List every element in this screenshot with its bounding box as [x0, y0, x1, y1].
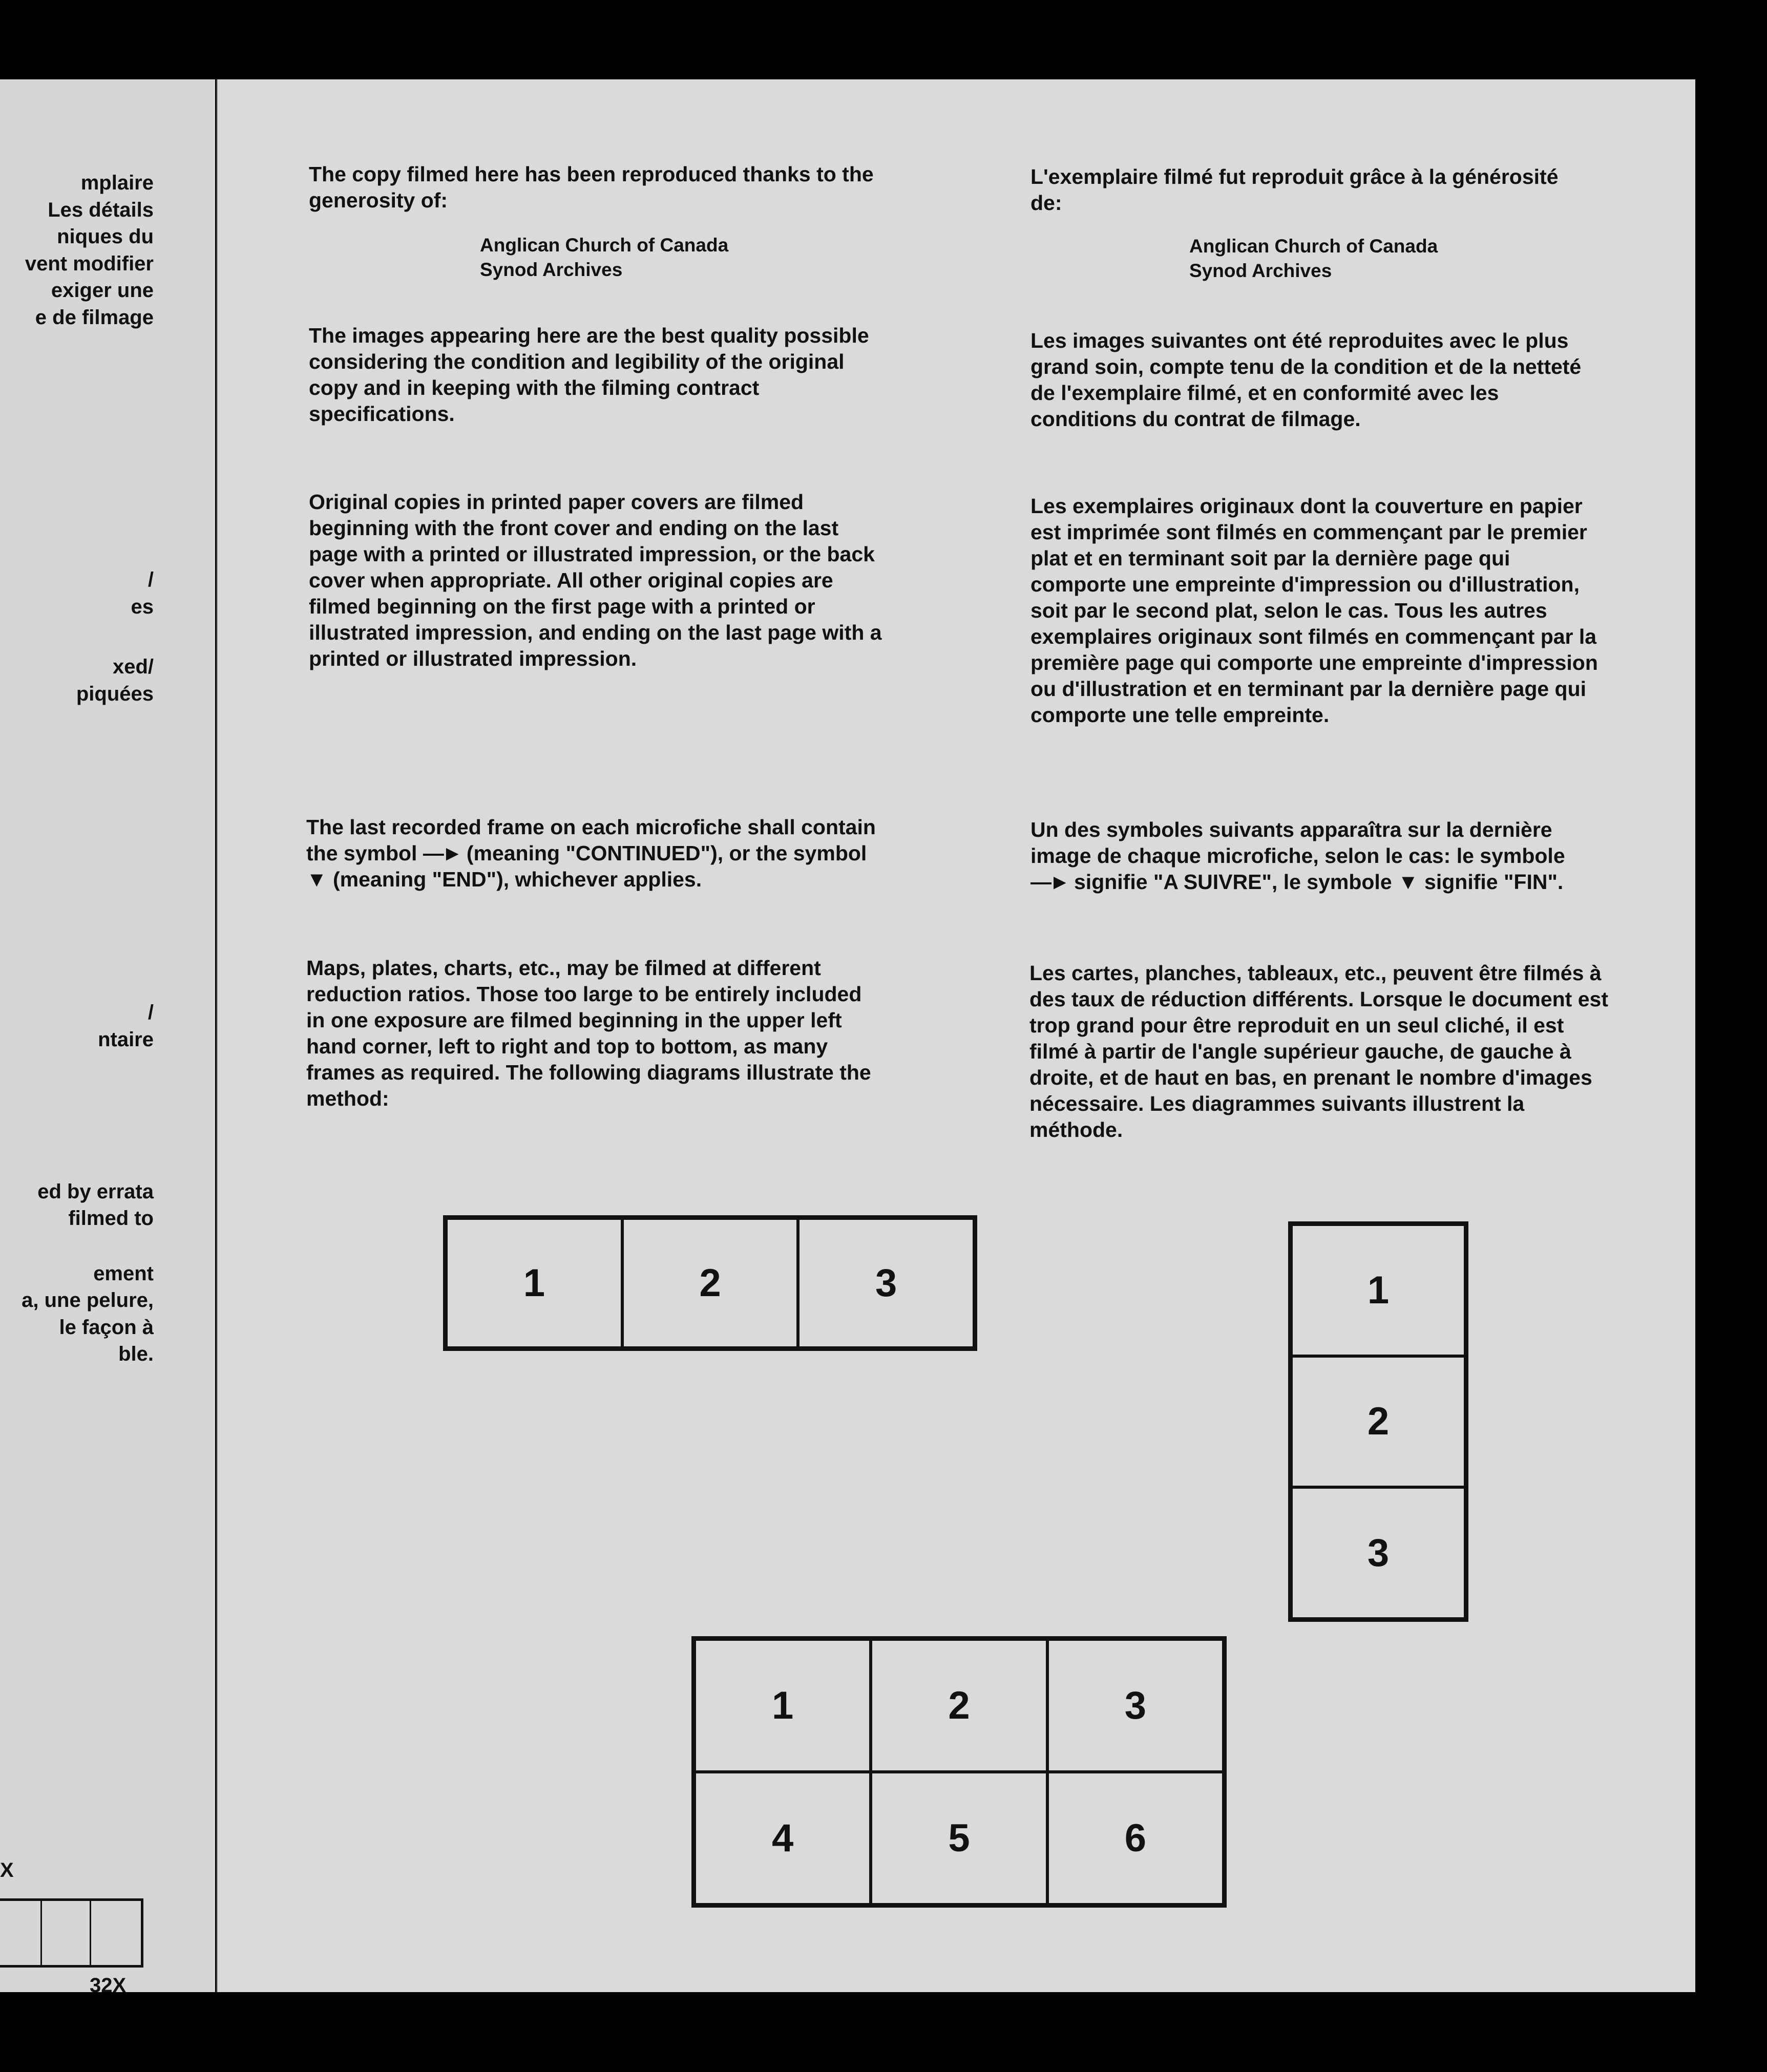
previous-page-line: es [131, 596, 154, 618]
previous-page-line: piquées [76, 683, 154, 705]
previous-page-line: / [148, 1001, 154, 1024]
frame-cell: 2 [871, 1639, 1047, 1772]
credit-archive: Synod Archives [480, 259, 623, 280]
previous-page-line: / [148, 568, 154, 591]
ratio-bottom-label: 32X [90, 1974, 127, 1992]
credit-archive: Synod Archives [1189, 260, 1332, 281]
previous-page-line: ble. [118, 1343, 154, 1365]
frame-cell: 1 [1291, 1224, 1465, 1356]
previous-page-line: e de filmage [35, 306, 154, 329]
french-originals: Les exemplaires originaux dont la couverture en papier est imprimée sont filmés en commençant par le premier plat et en terminant soit par la dernière page qui comporte une empreinte d'impression ou d'illustration, soit par le second plat, selon le cas. Tous les autres exemplaires originaux sont filmés en commençant par la première page qui comporte une empreinte d'impression ou d'illustration et en terminant par la dernière page qui comporte une telle empreinte. [1030, 494, 1598, 727]
french-credit [1189, 234, 1476, 283]
diagram-column-three-frames [1288, 1221, 1468, 1622]
diagram-grid-six-frames [691, 1636, 1227, 1908]
triangle-down-icon: ▼ [1398, 870, 1419, 894]
previous-page-line: mplaire [80, 172, 154, 194]
frame-cell: 3 [1291, 1487, 1465, 1619]
frame-cell: 1 [446, 1218, 622, 1348]
previous-page-line: xed/ [112, 656, 154, 678]
frame-cell: 2 [1291, 1356, 1465, 1488]
english-thanks: The copy filmed here has been reproduced thanks to the generosity of: [309, 162, 874, 212]
previous-page-fragment [0, 79, 215, 1992]
diagram-row-three-frames [443, 1215, 977, 1351]
credit-institution: Anglican Church of Canada [480, 235, 729, 256]
frame-cell: 3 [1047, 1639, 1224, 1772]
frame-cell: 5 [871, 1772, 1047, 1905]
previous-page-line: vent modifier [25, 252, 154, 275]
arrow-right-icon: —► [423, 841, 461, 865]
reduction-ratio-box [0, 1898, 143, 1968]
credit-institution: Anglican Church of Canada [1189, 236, 1438, 257]
previous-page-line: a, une pelure, [22, 1289, 154, 1312]
arrow-right-icon: —► [1030, 870, 1068, 894]
english-quality: The images appearing here are the best quality possible considering the condition and legibility of the original copy and in keeping with the filming contract specifications. [309, 324, 869, 426]
english-maps: Maps, plates, charts, etc., may be filmed at different reduction ratios. Those too large to be entirely included in one exposure are filmed beginning in the upper left hand corner, left to right and top to bottom, as many frames as required. The following diagrams illustrate the method: [306, 956, 871, 1110]
previous-page-line: ed by errata [37, 1180, 154, 1203]
target-page [218, 79, 1695, 1992]
frame-cell: 6 [1047, 1772, 1224, 1905]
french-thanks: L'exemplaire filmé fut reproduit grâce à la générosité de: [1030, 165, 1559, 215]
frame-cell: 1 [695, 1639, 871, 1772]
ratio-top-label: X [0, 1859, 14, 1881]
frame-cell: 4 [695, 1772, 871, 1905]
french-maps: Les cartes, planches, tableaux, etc., peuvent être filmés à des taux de réduction différents. Lorsque le document est trop grand pour être reproduit en un seul cliché, il est filmé à partir de l'angle supérieur gauche, de gauche à droite, et de haut en bas, en prenant le nombre d'images nécessaire. Les diagrammes suivants illustrent la méthode. [1029, 961, 1608, 1141]
previous-page-line: filmed to [68, 1207, 154, 1230]
french-symbols: Un des symboles suivants apparaîtra sur la dernière image de chaque microfiche, selon le cas: le symbole —► signifie "A SUIVRE", le symbole ▼ signifie "FIN". [1030, 817, 1604, 895]
english-originals: Original copies in printed paper covers are filmed beginning with the front cover and ending on the last page with a printed or illustrated impression, or the back cover when appropriate. All other original copies are filmed beginning on the first page with a printed or illustrated impression, and ending on the last page with a printed or illustrated impression. [309, 490, 882, 670]
previous-page-line: Les détails [48, 199, 154, 221]
previous-page-line: niques du [57, 225, 154, 248]
previous-page-line: ntaire [98, 1028, 154, 1051]
previous-page-line: ement [93, 1262, 154, 1285]
french-quality: Les images suivantes ont été reproduites avec le plus grand soin, compte tenu de la condition et de la netteté de l'exemplaire filmé, et en conformité avec les conditions du contrat de filmage. [1030, 329, 1582, 431]
triangle-down-icon: ▼ [306, 868, 327, 891]
previous-page-line: le façon à [59, 1316, 154, 1339]
frame-cell: 3 [798, 1218, 974, 1348]
english-symbols: The last recorded frame on each microfiche shall contain the symbol —► (meaning "CONTINUED"), or the symbol ▼ (meaning "END"), whichever applies. [306, 815, 876, 891]
frame-cell: 2 [622, 1218, 798, 1348]
previous-page-line: exiger une [51, 279, 154, 302]
english-credit [480, 233, 767, 282]
